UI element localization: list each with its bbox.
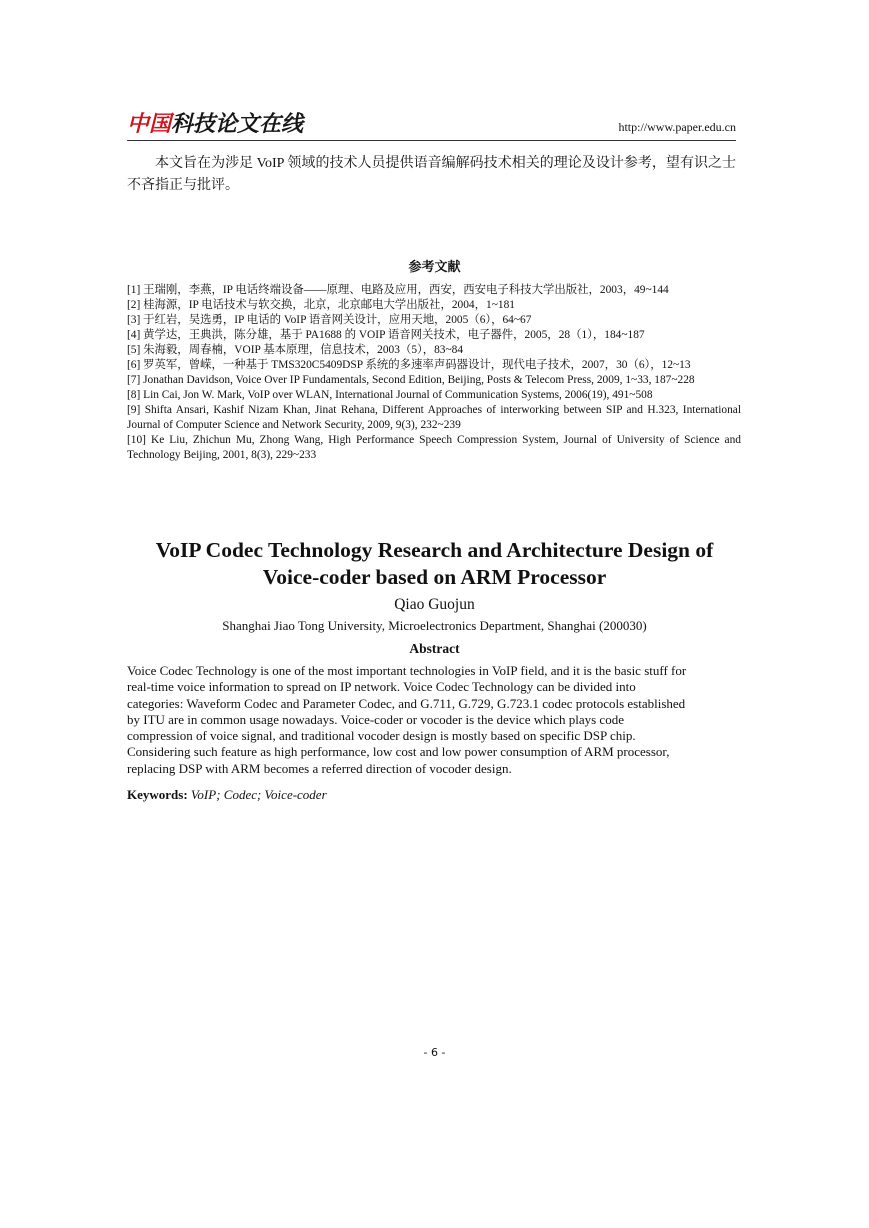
english-title-line-2: Voice-coder based on ARM Processor [262,565,607,589]
site-url[interactable]: http://www.paper.edu.cn [618,120,736,134]
abstract-line: compression of voice signal, and traditional vocoder design is mostly based on specific DSP chip. [127,728,636,744]
reference-item: [10] Ke Liu, Zhichun Mu, Zhong Wang, High Performance Speech Compression System, Journal of University of Science and Technology Beijing, 2001, 8(3), 229~233 [127,434,741,461]
reference-item: [8] Lin Cai, Jon W. Mark, VoIP over WLAN, International Journal of Communication Systems, 2006(19), 491~508 [127,389,653,401]
page-number: - 6 - [423,1046,446,1059]
english-title-line-1: VoIP Codec Technology Research and Architecture Design of [155,538,714,562]
keywords-value: VoIP; Codec; Voice-coder [190,787,327,802]
reference-item: [3] 于红岩，吴选勇，IP 电话的 VoIP 语音网关设计，应用天地，2005（6），64~67 [127,314,532,326]
abstract-line: real-time voice information to spread on IP network. Voice Codec Technology can be divided into [127,679,636,695]
abstract-heading: Abstract [409,641,460,656]
abstract-line: by ITU are in common usage nowadays. Voice-coder or vocoder is the device which plays code [127,711,624,727]
abstract-line: Voice Codec Technology is one of the most important technologies in VoIP field, and it is the basic stuff for [127,663,687,678]
page-header [127,112,736,141]
keywords-label: Keywords: [127,787,188,802]
author-affiliation: Shanghai Jiao Tong University, Microelectronics Department, Shanghai (200030) [222,618,647,633]
intro-paragraph: 本文旨在为涉足 VoIP 领域的技术人员提供语音编解码技术相关的理论及设计参考，望有识之士不吝指正与批评。 [127,156,736,193]
references-title: 参考文献 [408,260,461,275]
abstract-line: replacing DSP with ARM becomes a referred direction of vocoder design. [127,760,512,776]
keywords [127,787,327,803]
reference-item: [1] 王瑞刚，李燕，IP 电话终端设备——原理、电路及应用，西安，西安电子科技大学出版社，2003，49~144 [127,284,669,296]
author-name: Qiao Guojun [394,596,475,613]
logo-red-text: 中国 [127,112,172,137]
reference-list [127,283,741,463]
reference-item: [7] Jonathan Davidson, Voice Over IP Fundamentals, Second Edition, Beijing, Posts & Telecom Press, 2009, 1~33, 187~228 [127,374,695,386]
logo-dark-text: 科技论文在线 [171,112,304,137]
reference-item: [6] 罗英军，曾嵘，一种基于 TMS320C5409DSP 系统的多速率声码器设计，现代电子技术，2007，30（6），12~13 [127,359,691,371]
reference-item: [2] 桂海源，IP 电话技术与软交换，北京，北京邮电大学出版社，2004，1~181 [127,299,515,311]
site-logo [127,112,303,138]
abstract-line: Considering such feature as high performance, low cost and low power consumption of ARM processor, [127,744,670,760]
reference-item: [4] 黄学达，王典洪，陈分雄，基于 PA1688 的 VOIP 语音网关技术，电子器件，2005，28（1），184~187 [127,329,645,341]
abstract-body [127,663,741,777]
reference-item: [5] 朱海毅，周春楠，VOIP 基本原理，信息技术，2003（5），83~84 [127,344,464,356]
abstract-line: categories: Waveform Codec and Parameter Codec, and G.711, G.729, G.723.1 codec protocols established [127,695,686,711]
english-title [0,537,869,591]
reference-item: [9] Shifta Ansari, Kashif Nizam Khan, Jinat Rehana, Different Approaches of interworking between SIP and H.323, International Journal of Computer Science and Network Security, 2009, 9(3), 232~239 [127,404,741,431]
